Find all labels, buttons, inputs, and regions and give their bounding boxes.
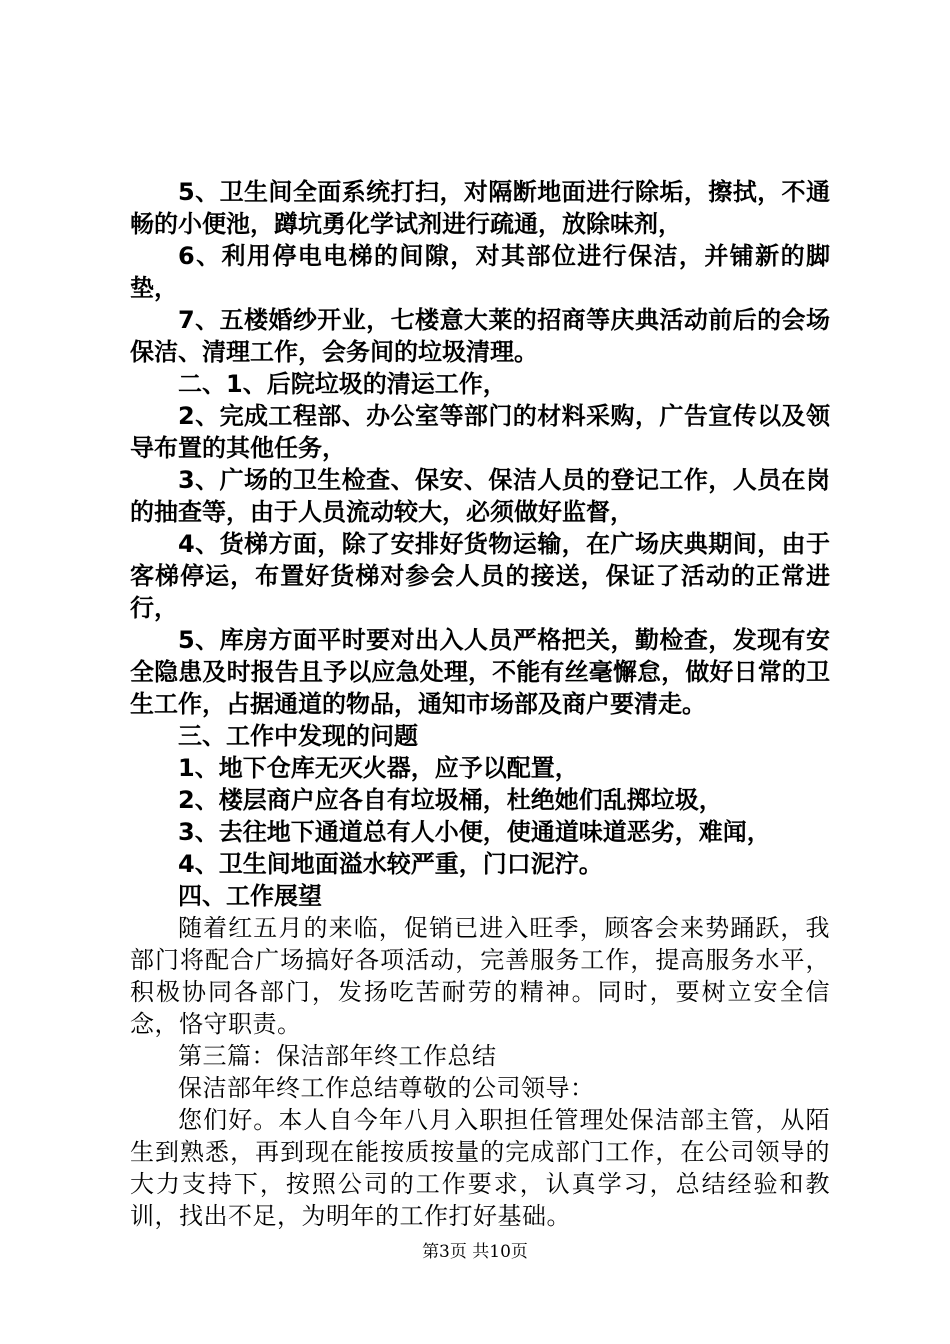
paragraph: 随着红五月的来临，促销已进入旺季，顾客会来势踊跃，我部门将配合广场搞好各项活动，完善服务工作，提高服务水平，积极协同各部门，发扬吃苦耐劳的精神。同时，要树立安全信念，恪守职责。: [130, 914, 830, 1038]
paragraph: 3、广场的卫生检查、保安、保洁人员的登记工作，人员在岗的抽查等，由于人员流动较大，必须做好监督，: [130, 466, 830, 526]
paragraph: 4、货梯方面，除了安排好货物运输，在广场庆典期间，由于客梯停运，布置好货梯对参会人员的接送，保证了活动的正常进行，: [130, 530, 830, 622]
page-footer: [0, 1240, 950, 1264]
paragraph: 5、库房方面平时要对出入人员严格把关，勤检查，发现有安全隐患及时报告且予以应急处理，不能有丝毫懈怠，做好日常的卫生工作，占据通道的物品，通知市场部及商户要清走。: [130, 626, 830, 718]
section-heading: 二、1、后院垃圾的清运工作，: [178, 370, 507, 398]
list-item: 2、楼层商户应各自有垃圾桶，杜绝她们乱掷垃圾，: [178, 786, 723, 814]
chapter-title: 第三篇：保洁部年终工作总结: [178, 1042, 497, 1070]
section-heading: 三、工作中发现的问题: [178, 722, 418, 750]
list-item: 4、卫生间地面溢水较严重，门口泥泞。: [178, 850, 603, 878]
paragraph: 保洁部年终工作总结尊敬的公司领导：: [178, 1074, 595, 1102]
paragraph: 7、五楼婚纱开业，七楼意大莱的招商等庆典活动前后的会场保洁、清理工作，会务间的垃圾清理。: [130, 306, 830, 366]
paragraph: 您们好。本人自今年八月入职担任管理处保洁部主管，从陌生到熟悉，再到现在能按质按量的完成部门工作，在公司领导的大力支持下，按照公司的工作要求，认真学习，总结经验和教训，找出不足，为明年的工作打好基础。: [130, 1106, 830, 1230]
list-item: 1、地下仓库无灭火器，应予以配置，: [178, 754, 579, 782]
page-number: 第3页 共10页: [422, 1242, 528, 1262]
paragraph: 5、卫生间全面系统打扫，对隔断地面进行除垢，擦拭，不通畅的小便池，蹲坑勇化学试剂进行疏通，放除味剂，: [130, 178, 830, 238]
section-heading: 四、工作展望: [178, 882, 322, 910]
paragraph: 6、利用停电电梯的间隙，对其部位进行保洁，并铺新的脚垫，: [130, 242, 830, 302]
paragraph: 2、完成工程部、办公室等部门的材料采购，广告宣传以及领导布置的其他任务，: [130, 402, 830, 462]
document-body: [130, 176, 830, 1232]
list-item: 3、去往地下通道总有人小便，使通道味道恶劣，难闻，: [178, 818, 771, 846]
